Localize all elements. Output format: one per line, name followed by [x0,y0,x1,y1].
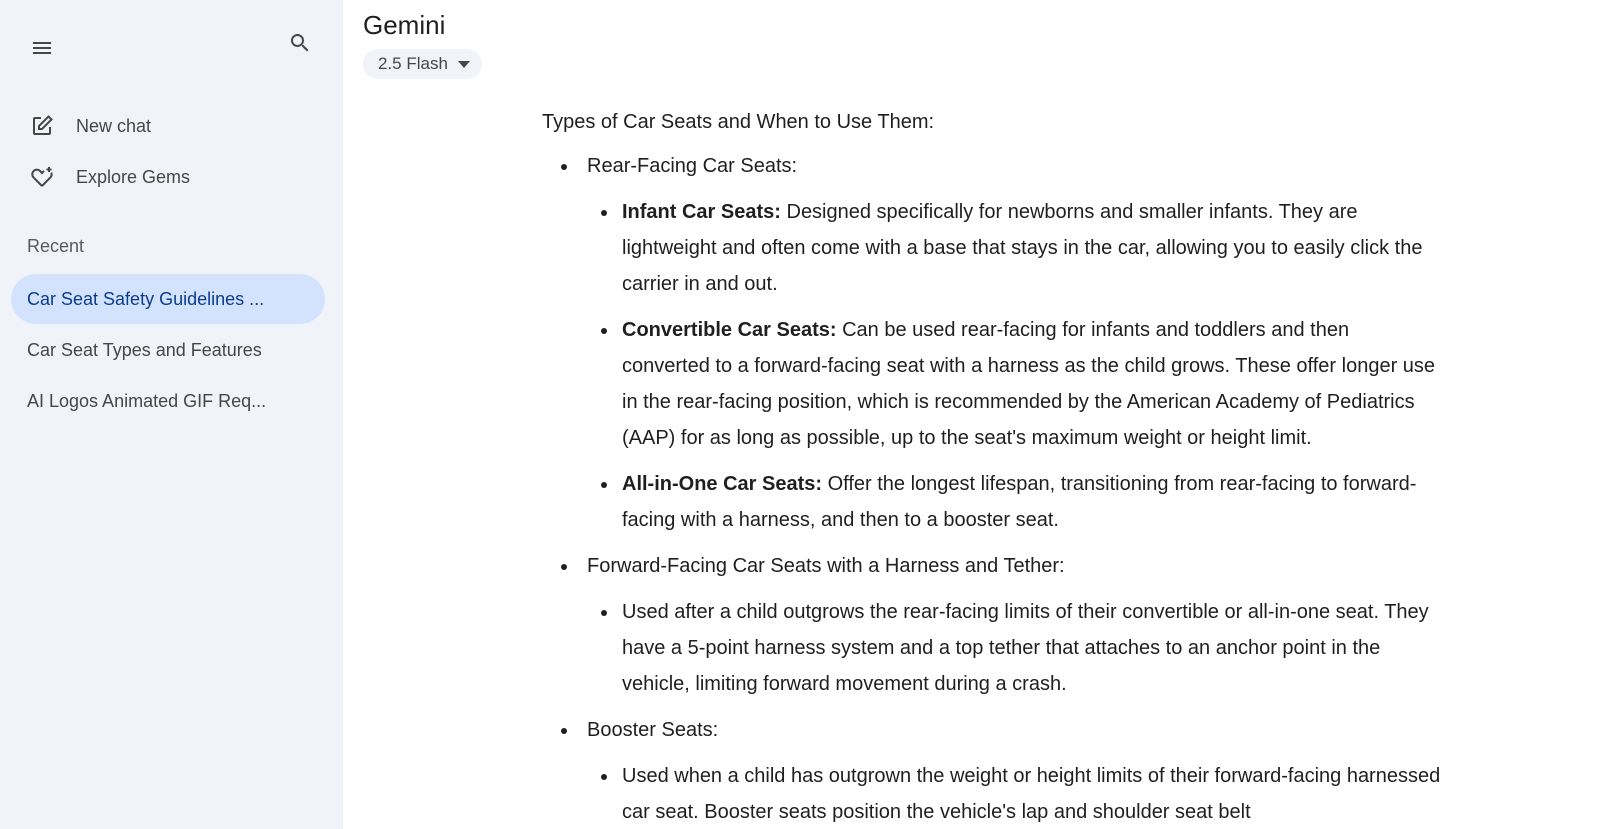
new-chat-label: New chat [76,115,152,136]
item-text: Can be used rear-facing for infants and toddlers and then converted to a forward-facing seat with a harness as the child grows. These offer longer use in the rear-facing position, which is recommended by the American Academy of Pediatrics (AAP) for as long as possible, up to the seat's maximum weight or height limit. [622,319,1436,449]
section-title: Rear-Facing Car Seats: [587,155,798,177]
gem-icon [30,165,54,189]
list-item [587,594,1442,702]
bullet-icon [601,774,607,780]
sub-list [587,758,1442,829]
section-title: Booster Seats: [587,719,719,741]
section-item [542,148,1442,538]
recent-chat-item[interactable]: Car Seat Safety Guidelines ... [11,274,325,324]
item-text: Designed specifically for newborns and smaller infants. They are lightweight and often come with a base that stays in the car, allowing you to easily click the carrier in and out. [622,201,1423,295]
item-term: Infant Car Seats: [622,201,781,223]
bullet-icon [601,210,607,216]
section-item [542,548,1442,702]
search-button[interactable] [280,23,320,63]
list-item [587,758,1442,829]
new-chat-button[interactable] [14,104,324,148]
bullet-icon [601,328,607,334]
item-text: Offer the longest lifespan, transitioning from rear-facing to forward-facing with a harness, and then to a booster seat. [622,473,1417,531]
edit-icon [30,114,54,138]
item-text: Used after a child outgrows the rear-facing limits of their convertible or all-in-one seat. They have a 5-point harness system and a top tether that attaches to an anchor point in the vehicle, limiting forward movement during a crash. [622,601,1429,695]
item-term: All-in-One Car Seats: [622,473,823,495]
main-panel [343,0,1600,829]
sub-list [587,194,1442,538]
sub-list [587,594,1442,702]
list-item [587,194,1442,302]
response-heading: Types of Car Seats and When to Use Them: [542,111,935,133]
bullet-icon [561,728,567,734]
section-title: Forward-Facing Car Seats with a Harness and Tether: [587,555,1065,577]
recent-heading: Recent [27,236,85,256]
response-content [542,104,1442,829]
bullet-icon [601,610,607,616]
recent-chat-item[interactable]: AI Logos Animated GIF Req... [27,390,267,411]
bullet-icon [561,164,567,170]
section-list [542,148,1442,829]
menu-button[interactable] [22,28,62,68]
menu-icon [30,36,54,60]
model-label: 2.5 Flash [378,54,448,73]
explore-gems-button[interactable] [14,155,324,199]
app-title: Gemini [363,10,446,40]
model-selector[interactable] [363,49,482,79]
item-text: Used when a child has outgrown the weight or height limits of their forward-facing harnessed car seat. Booster seats position the vehicle's lap and shoulder seat belt [622,765,1441,823]
bullet-icon [601,482,607,488]
recent-chat-item[interactable]: Car Seat Types and Features [27,339,262,360]
section-item [542,712,1442,829]
sidebar [0,0,343,829]
search-icon [288,31,312,55]
explore-gems-label: Explore Gems [76,166,191,187]
list-item [587,312,1442,456]
bullet-icon [561,564,567,570]
item-term: Convertible Car Seats: [622,319,837,341]
caret-down-icon [458,61,470,68]
list-item [587,466,1442,538]
